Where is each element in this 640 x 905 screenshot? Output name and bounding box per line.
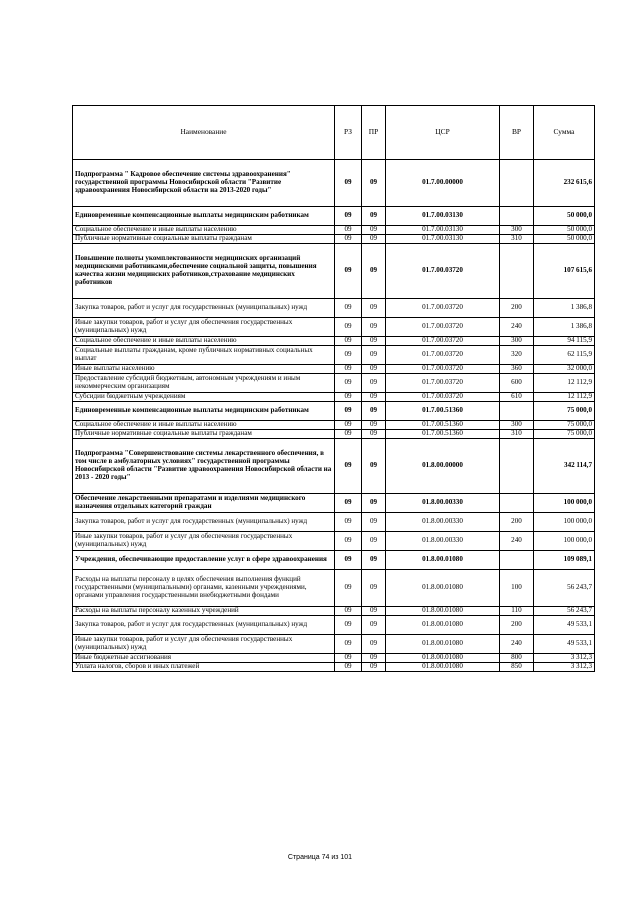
table-header-row — [73, 106, 595, 160]
cell-rz: 09 — [335, 635, 362, 654]
cell-pr: 09 — [362, 393, 386, 402]
cell-vr — [500, 160, 534, 207]
cell-pr: 09 — [362, 346, 386, 365]
cell-csr: 01.8.00.01080 — [386, 551, 500, 570]
cell-pr: 09 — [362, 160, 386, 207]
cell-csr: 01.7.00.03720 — [386, 299, 500, 318]
cell-rz: 09 — [335, 570, 362, 607]
table-row — [73, 207, 595, 226]
cell-vr: 300 — [500, 226, 534, 235]
cell-csr: 01.8.00.01080 — [386, 607, 500, 616]
table-row — [73, 299, 595, 318]
cell-csr: 01.7.00.51360 — [386, 430, 500, 439]
table-row — [73, 494, 595, 513]
cell-name: Иные закупки товаров, работ и услуг для обеспечения государственных (муниципальных) нужд — [73, 532, 335, 551]
cell-rz: 09 — [335, 207, 362, 226]
cell-name: Подпрограмма " Кадровое обеспечение системы здравоохранения" государственной программы Новосибирской области "Развитие здравоохранения Новосибирской области на 2013-2020 годы" — [73, 160, 335, 207]
cell-sum: 75 000,0 — [534, 421, 595, 430]
cell-sum: 50 000,0 — [534, 235, 595, 244]
cell-vr: 200 — [500, 616, 534, 635]
cell-csr: 01.7.00.51360 — [386, 421, 500, 430]
cell-name: Расходы на выплаты персоналу в целях обеспечения выполнения функций государственными (муниципальными) органами, казенными учреждениями, органами управления государственными внебюджетными фондами — [73, 570, 335, 607]
page-number: Страница 74 из 101 — [287, 854, 353, 861]
cell-pr: 09 — [362, 207, 386, 226]
cell-sum: 1 386,8 — [534, 318, 595, 337]
header-pr: ПР — [362, 106, 386, 160]
cell-name: Единовременные компенсационные выплаты медицинским работникам — [73, 207, 335, 226]
cell-vr: 110 — [500, 607, 534, 616]
cell-name: Уплата налогов, сборов и иных платежей — [73, 663, 335, 672]
cell-rz: 09 — [335, 235, 362, 244]
cell-csr: 01.8.00.01080 — [386, 570, 500, 607]
cell-vr: 360 — [500, 365, 534, 374]
cell-rz: 09 — [335, 299, 362, 318]
cell-pr: 09 — [362, 663, 386, 672]
table-row — [73, 635, 595, 654]
cell-rz: 09 — [335, 374, 362, 393]
table-row — [73, 607, 595, 616]
cell-vr: 600 — [500, 374, 534, 393]
table-row — [73, 365, 595, 374]
cell-pr: 09 — [362, 654, 386, 663]
cell-csr: 01.7.00.03720 — [386, 346, 500, 365]
cell-vr: 800 — [500, 654, 534, 663]
cell-csr: 01.7.00.03720 — [386, 318, 500, 337]
table-row — [73, 374, 595, 393]
cell-rz: 09 — [335, 663, 362, 672]
cell-csr: 01.7.00.03720 — [386, 393, 500, 402]
cell-rz: 09 — [335, 160, 362, 207]
cell-pr: 09 — [362, 226, 386, 235]
cell-rz: 09 — [335, 226, 362, 235]
header-vr: ВР — [500, 106, 534, 160]
cell-sum: 100 000,0 — [534, 494, 595, 513]
cell-rz: 09 — [335, 421, 362, 430]
cell-csr: 01.7.00.00000 — [386, 160, 500, 207]
table-row — [73, 430, 595, 439]
cell-csr: 01.7.00.03130 — [386, 226, 500, 235]
cell-vr — [500, 439, 534, 494]
cell-csr: 01.8.00.01080 — [386, 635, 500, 654]
header-name: Наименование — [73, 106, 335, 160]
cell-name: Субсидии бюджетным учреждениям — [73, 393, 335, 402]
table-row — [73, 532, 595, 551]
cell-pr: 09 — [362, 318, 386, 337]
table-row — [73, 244, 595, 299]
cell-rz: 09 — [335, 365, 362, 374]
cell-pr: 09 — [362, 513, 386, 532]
cell-pr: 09 — [362, 299, 386, 318]
cell-rz: 09 — [335, 616, 362, 635]
cell-name: Социальное обеспечение и иные выплаты населению — [73, 337, 335, 346]
cell-vr — [500, 494, 534, 513]
cell-sum: 56 243,7 — [534, 607, 595, 616]
cell-rz: 09 — [335, 513, 362, 532]
cell-csr: 01.7.00.03720 — [386, 374, 500, 393]
table-row — [73, 337, 595, 346]
cell-sum: 50 000,0 — [534, 226, 595, 235]
cell-pr: 09 — [362, 532, 386, 551]
table-row — [73, 439, 595, 494]
cell-csr: 01.8.00.00330 — [386, 494, 500, 513]
table-body — [73, 160, 595, 672]
cell-name: Публичные нормативные социальные выплаты гражданам — [73, 430, 335, 439]
table-row — [73, 235, 595, 244]
cell-sum: 232 615,6 — [534, 160, 595, 207]
cell-vr: 200 — [500, 513, 534, 532]
table-row — [73, 402, 595, 421]
cell-sum: 32 000,0 — [534, 365, 595, 374]
cell-name: Расходы на выплаты персоналу казенных учреждений — [73, 607, 335, 616]
cell-name: Социальное обеспечение и иные выплаты населению — [73, 421, 335, 430]
cell-sum: 107 615,6 — [534, 244, 595, 299]
cell-name: Предоставление субсидий бюджетным, автономным учреждениям и иным некоммерческим организациям — [73, 374, 335, 393]
cell-csr: 01.8.00.01080 — [386, 663, 500, 672]
table-row — [73, 513, 595, 532]
header-csr: ЦСР — [386, 106, 500, 160]
cell-pr: 09 — [362, 430, 386, 439]
cell-vr: 320 — [500, 346, 534, 365]
table-row — [73, 654, 595, 663]
cell-rz: 09 — [335, 393, 362, 402]
cell-vr: 850 — [500, 663, 534, 672]
cell-pr: 09 — [362, 365, 386, 374]
cell-rz: 09 — [335, 439, 362, 494]
cell-sum: 100 000,0 — [534, 532, 595, 551]
cell-name: Повышение полноты укомплектованности медицинских организаций медицинскими работниками,обеспечение социальной защиты, повышения качества жизни медицинских работников,страхование медицинских работников — [73, 244, 335, 299]
cell-rz: 09 — [335, 551, 362, 570]
cell-sum: 3 312,3 — [534, 654, 595, 663]
budget-table — [72, 105, 595, 672]
cell-sum: 100 000,0 — [534, 513, 595, 532]
table-row — [73, 570, 595, 607]
table-row — [73, 616, 595, 635]
cell-pr: 09 — [362, 439, 386, 494]
cell-pr: 09 — [362, 337, 386, 346]
cell-vr: 200 — [500, 299, 534, 318]
table-row — [73, 226, 595, 235]
cell-rz: 09 — [335, 244, 362, 299]
cell-csr: 01.8.00.00330 — [386, 532, 500, 551]
table-row — [73, 318, 595, 337]
header-sum: Сумма — [534, 106, 595, 160]
cell-pr: 09 — [362, 244, 386, 299]
cell-name: Обеспечение лекарственными препаратами и изделиями медицинского назначения отдельных категорий граждан — [73, 494, 335, 513]
cell-csr: 01.7.00.51360 — [386, 402, 500, 421]
cell-name: Иные бюджетные ассигнования — [73, 654, 335, 663]
table-row — [73, 421, 595, 430]
cell-rz: 09 — [335, 494, 362, 513]
cell-sum: 94 115,9 — [534, 337, 595, 346]
cell-name: Публичные нормативные социальные выплаты гражданам — [73, 235, 335, 244]
cell-csr: 01.8.00.00330 — [386, 513, 500, 532]
cell-vr: 300 — [500, 337, 534, 346]
table-row — [73, 346, 595, 365]
cell-name: Закупка товаров, работ и услуг для государственных (муниципальных) нужд — [73, 299, 335, 318]
cell-rz: 09 — [335, 337, 362, 346]
cell-name: Единовременные компенсационные выплаты медицинским работникам — [73, 402, 335, 421]
cell-csr: 01.8.00.00000 — [386, 439, 500, 494]
cell-rz: 09 — [335, 346, 362, 365]
cell-name: Иные закупки товаров, работ и услуг для обеспечения государственных (муниципальных) нужд — [73, 635, 335, 654]
cell-name: Учреждения, обеспечивающие предоставление услуг в сфере здравоохранения — [73, 551, 335, 570]
cell-rz: 09 — [335, 318, 362, 337]
header-rz: РЗ — [335, 106, 362, 160]
cell-pr: 09 — [362, 402, 386, 421]
cell-name: Подпрограмма "Совершенствование системы лекарственного обеспечения, в том числе в амбулаторных условиях" государственной программы Новосибирской области "Развитие здравоохранения Новосибирской области на 2013 - 2020 годы" — [73, 439, 335, 494]
cell-pr: 09 — [362, 616, 386, 635]
cell-sum: 56 243,7 — [534, 570, 595, 607]
cell-vr: 240 — [500, 532, 534, 551]
cell-vr: 240 — [500, 635, 534, 654]
table-row — [73, 393, 595, 402]
table-row — [73, 663, 595, 672]
cell-sum: 3 312,3 — [534, 663, 595, 672]
cell-vr: 300 — [500, 421, 534, 430]
cell-sum: 49 533,1 — [534, 616, 595, 635]
cell-rz: 09 — [335, 607, 362, 616]
cell-csr: 01.7.00.03720 — [386, 244, 500, 299]
cell-sum: 49 533,1 — [534, 635, 595, 654]
cell-csr: 01.8.00.01080 — [386, 654, 500, 663]
cell-sum: 1 386,8 — [534, 299, 595, 318]
cell-vr — [500, 551, 534, 570]
cell-name: Закупка товаров, работ и услуг для государственных (муниципальных) нужд — [73, 513, 335, 532]
cell-rz: 09 — [335, 532, 362, 551]
cell-sum: 12 112,9 — [534, 374, 595, 393]
cell-name: Социальное обеспечение и иные выплаты населению — [73, 226, 335, 235]
cell-pr: 09 — [362, 551, 386, 570]
cell-sum: 12 112,9 — [534, 393, 595, 402]
cell-csr: 01.7.00.03130 — [386, 207, 500, 226]
cell-pr: 09 — [362, 374, 386, 393]
cell-csr: 01.7.00.03720 — [386, 365, 500, 374]
cell-sum: 75 000,0 — [534, 402, 595, 421]
cell-name: Закупка товаров, работ и услуг для государственных (муниципальных) нужд — [73, 616, 335, 635]
cell-rz: 09 — [335, 402, 362, 421]
cell-vr: 610 — [500, 393, 534, 402]
cell-rz: 09 — [335, 430, 362, 439]
cell-pr: 09 — [362, 607, 386, 616]
table-row — [73, 160, 595, 207]
cell-name: Социальные выплаты гражданам, кроме публичных нормативных социальных выплат — [73, 346, 335, 365]
cell-rz: 09 — [335, 654, 362, 663]
cell-vr: 310 — [500, 430, 534, 439]
table-row — [73, 551, 595, 570]
cell-pr: 09 — [362, 421, 386, 430]
cell-sum: 50 000,0 — [534, 207, 595, 226]
cell-sum: 75 000,0 — [534, 430, 595, 439]
cell-vr — [500, 244, 534, 299]
cell-vr: 100 — [500, 570, 534, 607]
cell-vr: 310 — [500, 235, 534, 244]
cell-pr: 09 — [362, 494, 386, 513]
cell-csr: 01.7.00.03130 — [386, 235, 500, 244]
cell-pr: 09 — [362, 635, 386, 654]
cell-vr — [500, 207, 534, 226]
cell-pr: 09 — [362, 570, 386, 607]
cell-sum: 109 089,1 — [534, 551, 595, 570]
cell-csr: 01.8.00.01080 — [386, 616, 500, 635]
cell-vr — [500, 402, 534, 421]
cell-name: Иные закупки товаров, работ и услуг для обеспечения государственных (муниципальных) нужд — [73, 318, 335, 337]
cell-vr: 240 — [500, 318, 534, 337]
cell-sum: 342 114,7 — [534, 439, 595, 494]
cell-name: Иные выплаты населению — [73, 365, 335, 374]
cell-pr: 09 — [362, 235, 386, 244]
cell-sum: 62 115,9 — [534, 346, 595, 365]
cell-csr: 01.7.00.03720 — [386, 337, 500, 346]
